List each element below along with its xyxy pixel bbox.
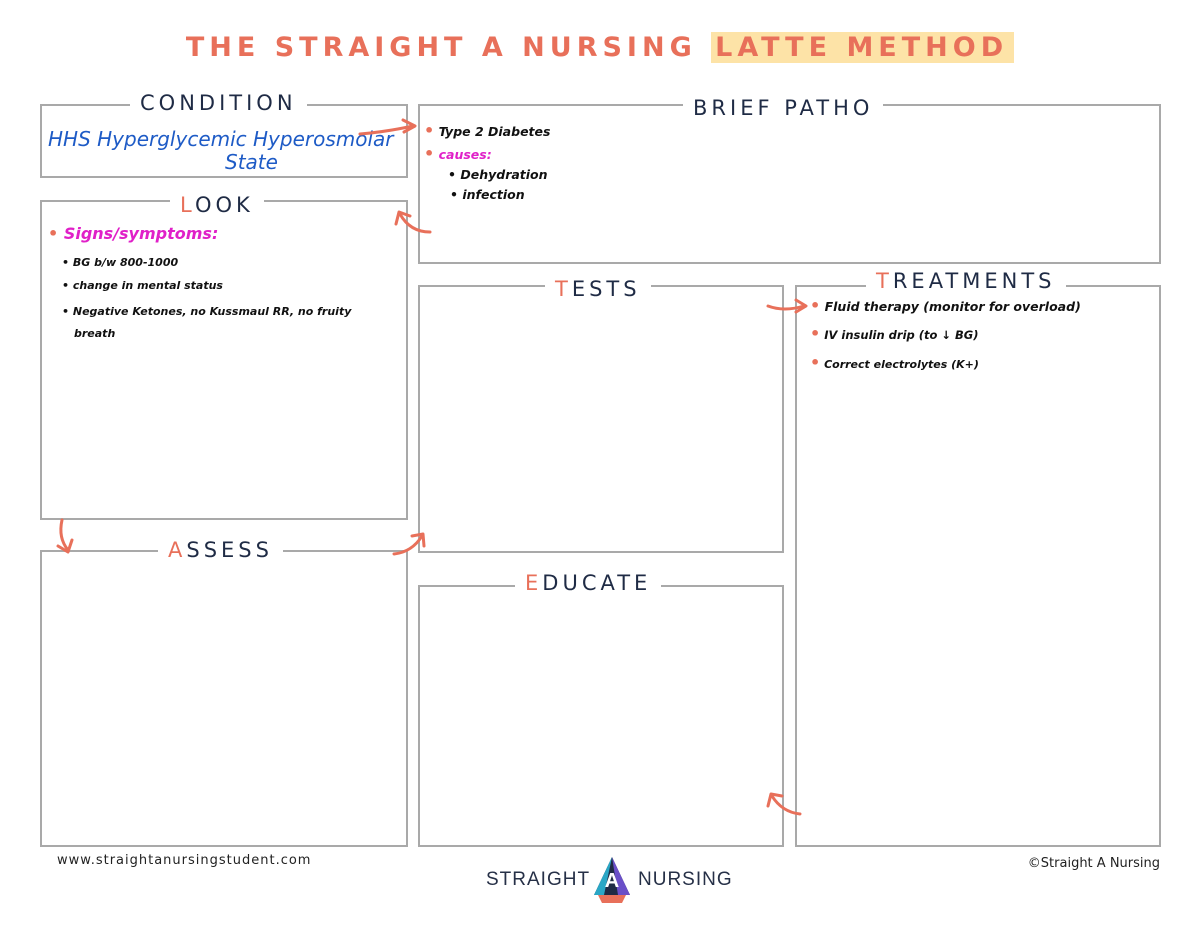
copyright-text: ©Straight A Nursing (1027, 856, 1160, 871)
patho-sub-item-2: • infection (450, 187, 525, 202)
bullet-icon: • (424, 121, 435, 140)
title-part-1: THE STRAIGHT A NURSING (185, 32, 712, 63)
title-part-2: LATTE METHOD (711, 32, 1014, 63)
treatments-item-3: • Correct electrolytes (K+) (810, 353, 979, 372)
logo-text-right: NURSING (638, 869, 733, 890)
look-item-1: • BG b/w 800-1000 (62, 256, 179, 269)
arrow-treatments-to-educate-icon (762, 786, 804, 820)
straight-a-nursing-logo (486, 855, 736, 905)
treatments-item-2: • IV insulin drip (to ↓ BG) (810, 324, 979, 343)
condition-header: CONDITION (130, 90, 307, 116)
assess-box (40, 550, 408, 847)
educate-header: EDUCATE (515, 570, 661, 596)
page-title (0, 32, 1200, 63)
logo-letter: A (604, 870, 620, 892)
patho-item-1: • Type 2 Diabetes (424, 121, 551, 140)
patho-sub-item-1: • Dehydration (448, 167, 548, 182)
logo-text-left: STRAIGHT (486, 869, 591, 890)
bullet-icon: • (810, 296, 821, 315)
logo-a-icon (590, 855, 634, 905)
treatments-header: TREATMENTS (866, 268, 1066, 294)
arrow-tests-to-treatments-icon (764, 296, 812, 318)
educate-box (418, 585, 784, 847)
arrow-patho-to-look-icon (388, 204, 434, 238)
look-item-3-line-1: • Negative Ketones, no Kussmaul RR, no fruity (62, 305, 352, 318)
bullet-icon: • (810, 324, 821, 343)
treatments-item-1: • Fluid therapy (monitor for overload) (810, 296, 1081, 315)
condition-text-line-2: State (225, 150, 278, 174)
look-heading: • Signs/symptoms: (48, 224, 219, 243)
look-item-2: • change in mental status (62, 279, 223, 292)
look-item-3-line-2: breath (74, 327, 116, 340)
look-header: LOOK (170, 192, 264, 218)
website-text: www.straightanursingstudent.com (57, 853, 312, 868)
bullet-icon: • (810, 353, 821, 372)
condition-text-line-1: HHS Hyperglycemic Hyperosmolar (48, 127, 394, 151)
brief-patho-header: BRIEF PATHO (683, 95, 883, 121)
arrow-look-to-assess-icon (52, 516, 82, 558)
tests-box (418, 285, 784, 553)
patho-causes-label: • causes: (424, 144, 492, 163)
arrow-condition-to-patho-icon (355, 112, 425, 142)
tests-header: TESTS (545, 276, 651, 302)
bullet-icon: • (48, 224, 59, 243)
bullet-icon: • (424, 144, 435, 163)
assess-header: ASSESS (158, 537, 283, 563)
arrow-assess-to-tests-icon (390, 528, 432, 560)
look-box (40, 200, 408, 520)
